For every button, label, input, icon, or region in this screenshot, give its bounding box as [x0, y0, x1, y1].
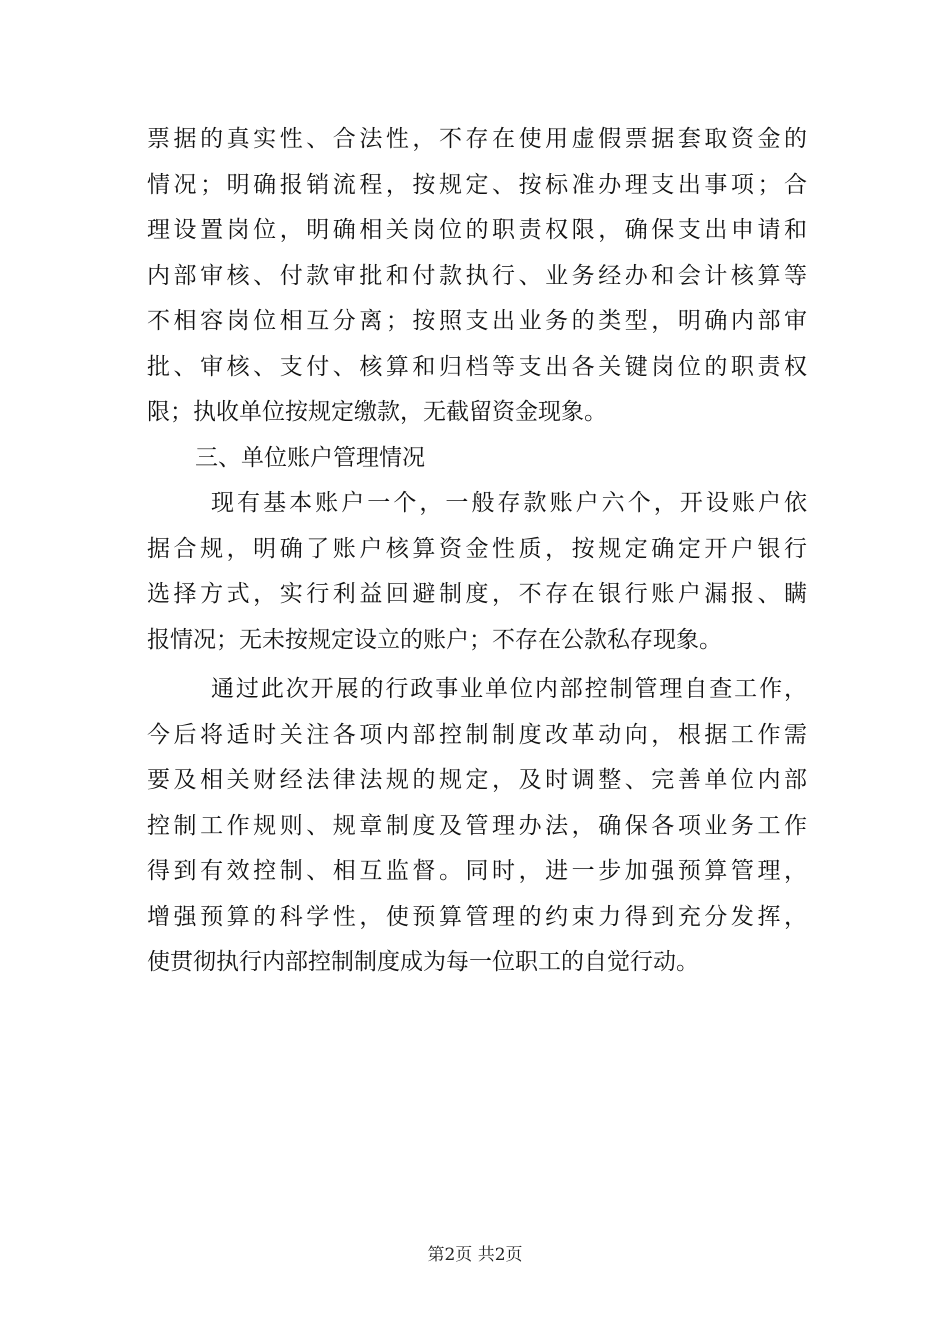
- paragraph-line: 内部审核、付款审批和付款执行、业务经办和会计核算等: [147, 262, 807, 289]
- paragraph-line: 情况；明确报销流程，按规定、按标准办理支出事项；合: [147, 171, 807, 198]
- paragraph-line: 理设置岗位，明确相关岗位的职责权限，确保支出申请和: [147, 217, 807, 243]
- paragraph-line: 现有基本账户一个，一般存款账户六个，开设账户依: [211, 490, 807, 516]
- paragraph-line: 要及相关财经法律法规的规定，及时调整、完善单位内部: [147, 767, 807, 793]
- paragraph-line: 增强预算的科学性，使预算管理的约束力得到充分发挥，: [147, 903, 807, 930]
- page-number-footer: 第2页 共2页: [427, 1245, 523, 1265]
- paragraph-line: 选择方式，实行利益回避制度，不存在银行账户漏报、瞒: [147, 581, 807, 607]
- document-body: [147, 117, 807, 986]
- paragraph-expenditure-control: [147, 117, 807, 436]
- paragraph-line: 据合规，明确了账户核算资金性质，按规定确定开户银行: [147, 535, 807, 562]
- section-heading: 三、单位账户管理情况: [195, 444, 425, 471]
- paragraph-line: 报情况；无未按规定设立的账户；不存在公款私存现象。: [147, 626, 722, 653]
- paragraph-conclusion: [147, 667, 807, 986]
- paragraph-account-management: [147, 481, 807, 663]
- paragraph-line: 通过此次开展的行政事业单位内部控制管理自查工作，: [211, 676, 807, 702]
- paragraph-line: 使贯彻执行内部控制制度成为每一位职工的自觉行动。: [147, 949, 699, 975]
- paragraph-line: 限；执收单位按规定缴款，无截留资金现象。: [147, 399, 607, 425]
- paragraph-line: 今后将适时关注各项内部控制制度改革动向，根据工作需: [147, 721, 807, 748]
- paragraph-line: 不相容岗位相互分离；按照支出业务的类型，明确内部审: [147, 308, 807, 334]
- paragraph-line: 批、审核、支付、核算和归档等支出各关键岗位的职责权: [147, 353, 807, 380]
- paragraph-line: 票据的真实性、合法性，不存在使用虚假票据套取资金的: [147, 126, 807, 152]
- paragraph-line: 控制工作规则、规章制度及管理办法，确保各项业务工作: [147, 812, 807, 839]
- paragraph-line: 得到有效控制、相互监督。同时，进一步加强预算管理，: [147, 858, 807, 884]
